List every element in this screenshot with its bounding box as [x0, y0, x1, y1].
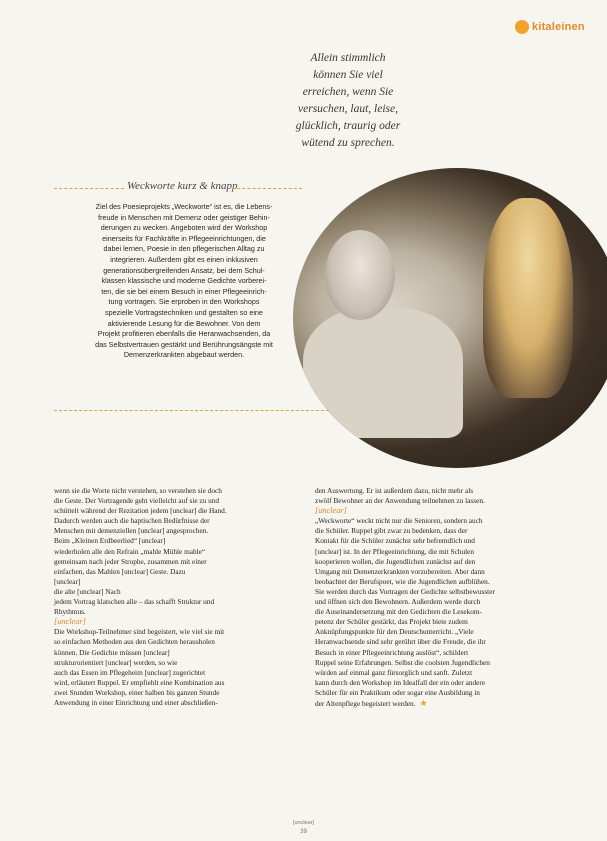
- box-line: spezielle Vortragstechniken und gestalten so eine: [105, 307, 263, 317]
- body-line: Ruppel seine Erfahrungen. Selbst die coolsten Jugendlichen: [315, 657, 490, 667]
- body-line: und öffnen sich den Bewohnern. Außerdem werde durch: [315, 597, 481, 607]
- body-line: einfachen, das Mahlen [unclear] Geste. Dazu: [54, 566, 186, 576]
- body-line: Anwendung in einer Einrichtung und einer abschließen-: [54, 697, 218, 707]
- quote-line: glücklich, traurig oder: [295, 120, 401, 132]
- body-line: strukturorientiert [unclear] werden, so wie: [54, 657, 178, 667]
- body-line: kooperieren wollen, die Jugendlichen zunächst auf den: [315, 556, 476, 566]
- quote-line: Allein stimmlich: [310, 52, 386, 64]
- body-line: petenz der Schüler gestärkt, das Projekt biete zudem: [315, 617, 468, 627]
- body-line: gemeinsam nach jeder Strophe, zusammen mit einer: [54, 556, 207, 566]
- body-line: wird, erläutert Ruppel. Er empfiehlt eine Kombination aus: [54, 677, 225, 687]
- logo-text: kitaleinen: [532, 21, 585, 33]
- quote-line: versuchen, laut, leise,: [298, 103, 398, 115]
- body-line-last: [315, 698, 547, 709]
- box-line: Ziel des Poesieprojekts „Weckworte“ ist es, die Lebens-: [95, 202, 273, 211]
- body-line: schüttelt während der Rezitation jedem [unclear] die Hand.: [54, 506, 227, 516]
- body-line: die Auseinandersetzung mit den Gedichten die Lesekom-: [315, 607, 482, 617]
- logo: [515, 20, 585, 34]
- box-line: tung vortragen. Sie erproben in den Workshops: [108, 297, 260, 307]
- body-line: die alte [unclear] Nach: [54, 586, 121, 596]
- info-box-text: [54, 202, 314, 361]
- body-line: Rhythmus.: [54, 607, 86, 617]
- body-line: Dadurch werden auch die haptischen Bedürfnisse der: [54, 516, 210, 526]
- body-line: „Weckworte“ weckt nicht nur die Senioren, sondern auch: [315, 516, 483, 526]
- body-line: zwei Stunden Workshop, einer halben bis ganzen Stunde: [54, 687, 220, 697]
- box-line: dabei lernen, Poesie in den pflegerischen Alltag zu: [103, 244, 265, 254]
- body-line: auch das Essen im Pflegeheim [unclear] zugerichtet: [54, 667, 206, 677]
- box-divider-bottom: [54, 410, 329, 411]
- body-line: so einfachen Methoden aus den Gedichten herausholen: [54, 637, 215, 647]
- body-line: wenn sie die Worte nicht verstehen, so verstehen sie doch: [54, 486, 222, 495]
- body-line: Heranwachsende sind sehr gerührt über die Freude, die ihr: [315, 637, 486, 647]
- logo-icon: [515, 20, 529, 34]
- body-line: Menschen mit demenziellen [unclear] angesprochen.: [54, 526, 209, 536]
- box-line: ten, die sie bei einem Besuch in einer Pflegeeinrich-: [101, 286, 267, 296]
- section-heading: [unclear]: [54, 617, 86, 627]
- end-mark-icon: ★: [419, 697, 428, 708]
- body-line: Schüler für ein Praktikum oder sogar eine Ausbildung in: [315, 687, 480, 697]
- body-line: Sie werden durch das Vortragen der Gedichte selbstbewusster: [315, 586, 495, 596]
- box-divider-right: [232, 188, 302, 189]
- photo-elder-person: [325, 230, 395, 320]
- circular-photo: [293, 168, 607, 468]
- body-line: Anknüpfungspunkte für den Deutschunterricht. „Viele: [315, 627, 474, 637]
- footer-source: [unclear]: [292, 820, 315, 826]
- body-line: [unclear]: [54, 576, 81, 586]
- body-line: Besuch in einer Pflegeeinrichtung auslöst“, schildert: [315, 647, 469, 657]
- body-line: würden auf einmal ganz fürsorglich und sanft. Zuletzt: [315, 667, 473, 677]
- body-line: zwölf Bewohner an der Anwendung teilnehmen zu lassen.: [315, 496, 485, 506]
- page-number: 39: [300, 829, 307, 835]
- body-line: wiederholen alle den Refrain „mahle Mühle mahle“: [54, 546, 206, 556]
- box-line: aktivierende Lesung für die Bewohner. Von dem: [107, 318, 261, 328]
- body-line: Umgang mit Demenzerkrankten vorzubereiten. Aber dann: [315, 566, 485, 576]
- quote-line: wütend zu sprechen.: [301, 137, 395, 149]
- box-line: Projekt profitieren ebenfalls die Heranwachsenden, da: [97, 329, 271, 339]
- body-line: Beim „Kleinen Erdbeerlied“ [unclear]: [54, 536, 166, 546]
- body-line: kann durch den Workshop im Idealfall der ein oder andere: [315, 677, 486, 687]
- box-line: derungen zu wecken. Angeboten wird der Workshop: [100, 223, 268, 233]
- body-line: können. Die Gedichte müssen [unclear]: [54, 647, 170, 657]
- box-line: Demenzerkrankten abgebaut werden.: [123, 350, 245, 360]
- quote-line: erreichen, wenn Sie: [302, 86, 394, 98]
- body-line: die Schüler. Ruppel gibt zwar zu bedenken, dass der: [315, 526, 468, 536]
- body-line: Kontakt für die Schüler zunächst sehr befremdlich und: [315, 536, 475, 546]
- photo-sweater: [303, 308, 463, 438]
- section-heading: [unclear]: [315, 506, 347, 516]
- article-column-left: [54, 486, 286, 708]
- body-line: die Geste. Der Vortragende geht vielleicht auf sie zu und: [54, 496, 220, 506]
- body-line-text: der Altenpflege begeistert werden.: [315, 698, 416, 708]
- box-title: Weckworte kurz & knapp: [127, 180, 238, 192]
- body-line: jedem Vortrag klatschen alle – das schafft Struktur und: [54, 597, 215, 607]
- article-column-right: [315, 486, 547, 709]
- body-line: den Auswertung. Er ist außerdem dazu, nicht mehr als: [315, 486, 474, 495]
- box-line: einerseits für Fachkräfte in Pflegeeinrichtungen, die: [102, 233, 266, 243]
- box-line: generationsübergreifenden Ansatz, bei dem Schul-: [103, 265, 265, 275]
- body-line: Die Workshop-Teilnehmer sind begeistert, wie viel sie mit: [54, 627, 225, 637]
- box-line: das Selbstvertrauen gestärkt und Berührungsängste mit: [95, 339, 273, 349]
- box-line: integrieren. Außerdem gibt es einen inklusiven: [110, 254, 258, 264]
- body-line: [unclear] ist. In der Pflegeeinrichtung, die mit Schulen: [315, 546, 475, 556]
- box-line: klassen klassische und moderne Gedichte vorberei-: [101, 276, 267, 286]
- pull-quote: [268, 50, 428, 152]
- box-divider-left: [54, 188, 124, 189]
- body-line: beobachtet der Berufspoet, wie die Jugendlichen aufblühen.: [315, 576, 490, 586]
- box-line: freude in Menschen mit Demenz oder geistiger Behin-: [98, 212, 270, 222]
- quote-line: können Sie viel: [313, 69, 383, 81]
- photo-young-woman: [483, 198, 573, 398]
